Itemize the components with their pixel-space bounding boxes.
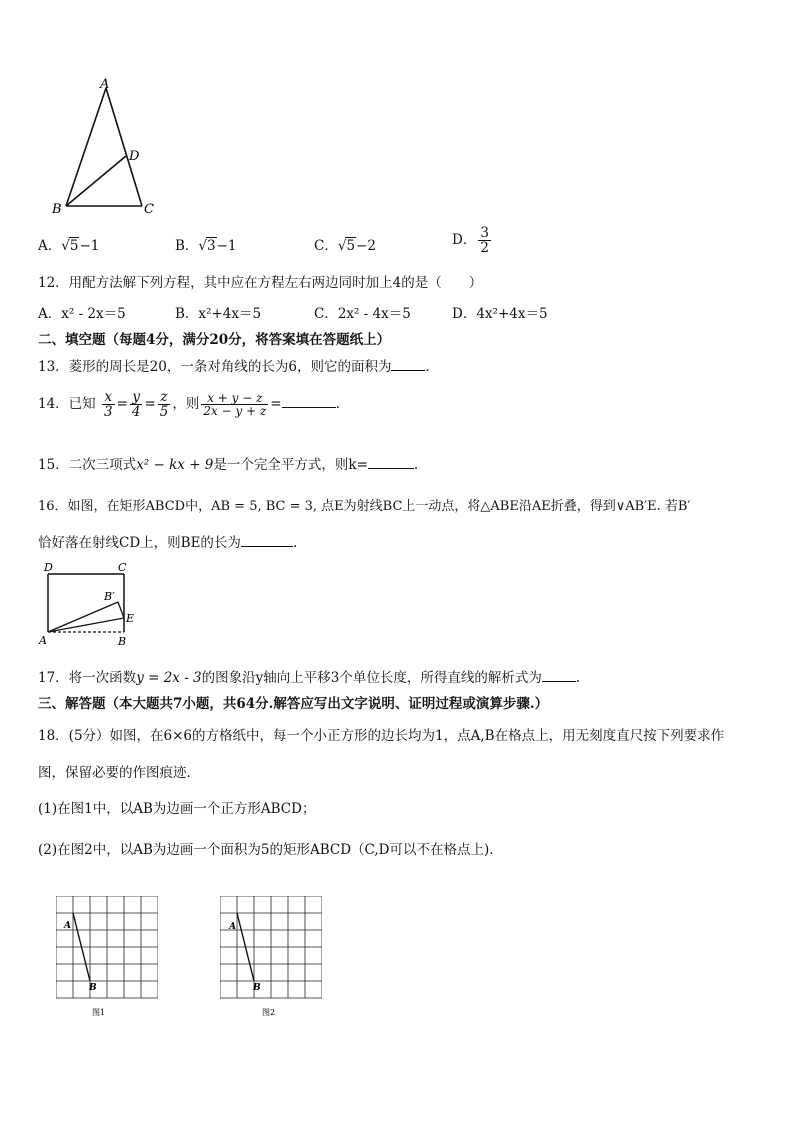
grid-lines [220,896,322,998]
label-b: B [253,983,261,993]
q18-line1: 18．(5分）如图，在6×6的方格纸中，每一个小正方形的边长均为1，点A,B在格点上，用无刻度直尺按下列要求作 [38,728,725,744]
side-ac [106,88,142,206]
label-b: B [118,635,127,648]
grid-lines [56,896,158,998]
answer-blank [542,669,576,682]
numerator: x [102,390,115,405]
option-label: A． [38,238,62,254]
option-label: C． [314,238,338,254]
q17-post: 的图象沿y轴向上平移3个单位长度，所得直线的解析式为 [201,670,542,686]
radicand: 3 [207,238,216,254]
rectangle-fold-figure [36,562,146,648]
label-a: A [100,77,110,92]
section-2-heading: 二、填空题（每题4分，满分20分，将答案填在答题纸上） [38,332,391,348]
label-b-prime: B′ [104,590,115,603]
section-3-heading: 三、解答题（本大题共7小题，共64分.解答应写出文字说明、证明过程或演算步骤.） [38,696,549,712]
label-a: A [64,921,71,931]
denominator: 2x − y + z [203,404,267,419]
label-b: B [52,202,62,216]
triangle-figure [46,76,166,216]
q17-end: . [575,670,581,686]
q17 [38,666,580,686]
q11-option-b: B．√3−1 [175,238,237,254]
equals: = [144,396,156,413]
denominator: 2 [480,240,489,257]
q11-option-d [452,226,493,255]
q12-option-a: A．x² - 2x＝5 [38,306,126,322]
q15-end: . [413,457,419,473]
segment-ae [48,618,124,632]
q18-part2: (2)在图2中，以AB为边画一个面积为5的矩形ABCD（C,D可以不在格点上)． [38,842,503,858]
q12-option-d: D．4x²+4x＝5 [452,306,548,322]
q18-line2: 图，保留必要的作图痕迹． [38,765,200,781]
q15-pre: 15．二次三项式 [38,457,137,473]
denominator: 5 [159,404,169,421]
option-rest: −2 [356,238,376,254]
answer-blank [391,358,425,371]
option-rest: −1 [216,238,237,254]
label-a: A [229,922,236,932]
option-rest: −1 [79,238,100,254]
q14-pre: 14．已知 [38,396,96,413]
answer-blank [241,534,293,547]
q14 [38,390,340,419]
q16-line2 [38,531,297,551]
numerator: y [130,390,143,405]
q12-stem: 12．用配方法解下列方程，其中应在方程左右两边同时加上4的是（ ） [38,275,483,291]
q13-end: . [425,359,430,375]
q15 [38,453,418,473]
q14-end: . [335,396,340,413]
label-b: B [89,983,97,993]
grid-figure-1 [56,896,158,1020]
label-d: D [129,149,140,164]
label-a: A [39,634,47,647]
answer-blank [368,456,414,469]
answer-blank [282,395,336,408]
q14-post: = [270,396,282,413]
denominator: 3 [103,404,113,421]
q17-pre: 17．将一次函数 [38,670,137,686]
q16-text: 恰好落在射线CD上，则BE的长为 [38,535,241,551]
q13 [38,355,430,375]
label-d: D [44,562,53,574]
q16-end: . [292,535,298,551]
numerator: x + y − z [201,392,268,406]
segment-ab-prime [48,602,118,632]
segment-b-prime-e [118,602,124,618]
q17-expr: y = 2x - 3 [136,670,202,686]
q18-part1: (1)在图1中，以AB为边画一个正方形ABCD； [38,801,316,817]
q15-expr: x² − kx + 9 [136,457,214,473]
grid-figure-2 [220,896,322,1020]
q11-option-c: C．√5−2 [314,238,376,254]
numerator: 3 [480,225,489,241]
label-e: E [126,612,135,625]
q15-post: 是一个完全平方式，则k= [213,457,368,473]
q11-option-a: A．√5−1 [38,238,100,254]
option-label: D． [452,232,477,249]
q13-text: 13．菱形的周长是20，一条对角线的长为6，则它的面积为 [38,359,392,375]
denominator: 4 [131,404,141,421]
equals: = [116,396,128,413]
label-c: C [144,202,154,216]
q12-option-b: B．x²+4x＝5 [175,306,262,322]
caption: 图2 [262,1008,276,1017]
caption: 图1 [92,1008,106,1017]
q14-mid: ，则 [172,396,200,413]
radicand: 5 [346,238,356,254]
option-label: B． [175,238,199,254]
q16-line1: 16．如图，在矩形ABCD中，AB = 5, BC = 3, 点E为射线BC上一动点，将△ABE沿AE折叠，得到∨AB′E. 若B′ [38,499,691,514]
label-c: C [118,562,127,574]
numerator: z [158,390,171,405]
q12-option-c: C．2x² - 4x＝5 [314,306,411,322]
radicand: 5 [69,238,79,254]
